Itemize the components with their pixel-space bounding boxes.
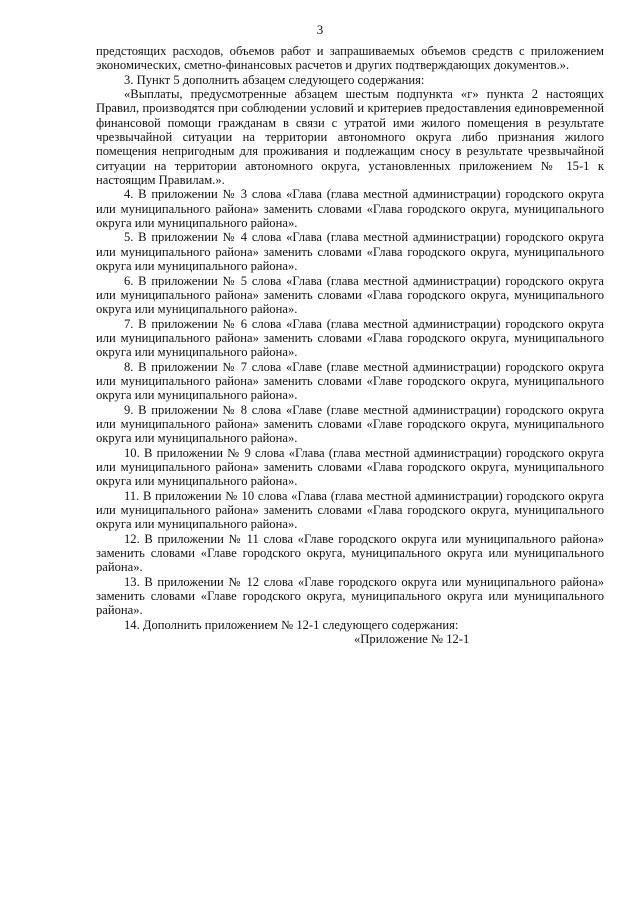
paragraph-item-4: 4. В приложении № 3 слова «Глава (глава местной администрации) городского округа или муниципального района» заменить словами «Глава городского округа, муниципального округа или муниципального района». (96, 187, 604, 231)
paragraph-item-3: 3. Пункт 5 дополнить абзацем следующего содержания: (124, 72, 425, 87)
paragraph-item-10: 10. В приложении № 9 слова «Глава (глава местной администрации) городского округа или муниципального района» заменить словами «Глава городского округа, муниципального округа или муниципального района». (96, 445, 604, 489)
paragraph-item-7: 7. В приложении № 6 слова «Глава (глава местной администрации) городского округа или муниципального района» заменить словами «Глава городского округа, муниципального округа или муниципального района». (96, 316, 604, 360)
paragraph-item-8: 8. В приложении № 7 слова «Главе (главе местной администрации) городского округа или муниципального района» заменить словами «Главе городского округа, муниципального округа или муниципального района». (96, 359, 604, 403)
appendix-caption: «Приложение № 12-1 (354, 632, 470, 647)
paragraph-item-13: 13. В приложении № 12 слова «Главе городского округа или муниципального района» заменить словами «Главе городского округа, муниципального округа или муниципального района». (96, 574, 604, 618)
paragraph-item-5: 5. В приложении № 4 слова «Глава (глава местной администрации) городского округа или муниципального района» заменить словами «Глава городского округа, муниципального округа или муниципального района». (96, 230, 604, 274)
paragraph-item-9: 9. В приложении № 8 слова «Главе (главе местной администрации) городского округа или муниципального района» заменить словами «Главе городского округа, муниципального округа или муниципального района». (96, 402, 604, 446)
paragraph-quoted-amendment: «Выплаты, предусмотренные абзацем шестым подпункта «г» пункта 2 настоящих Правил, производятся при соблюдении условий и критериев предоставления единовременной финансовой помощи гражданам в связи с утратой ими жилого помещения в результате чрезвычайной ситуации на территории автономного округа либо признания жилого помещения непригодным для проживания и подлежащим сносу в результате чрезвычайной ситуации на территории автономного округа, установленных приложением № 15-1 к настоящим Правилам.». (96, 87, 604, 188)
document-body (96, 44, 604, 646)
paragraph-continuation: предстоящих расходов, объемов работ и запрашиваемых объемов средств с приложением экономических, сметно-финансовых расчетов и других подтверждающих документов.». (96, 44, 604, 73)
paragraph-item-6: 6. В приложении № 5 слова «Глава (глава местной администрации) городского округа или муниципального района» заменить словами «Глава городского округа, муниципального округа или муниципального района». (96, 273, 604, 317)
paragraph-item-11: 11. В приложении № 10 слова «Глава (глава местной администрации) городского округа или муниципального района» заменить словами «Глава городского округа, муниципального округа или муниципального района». (96, 488, 604, 532)
page-number: 3 (316, 22, 324, 37)
paragraph-item-14: 14. Дополнить приложением № 12-1 следующего содержания: (124, 617, 459, 632)
paragraph-item-12: 12. В приложении № 11 слова «Главе городского округа или муниципального района» заменить словами «Главе городского округа, муниципального округа или муниципального района». (96, 531, 604, 575)
